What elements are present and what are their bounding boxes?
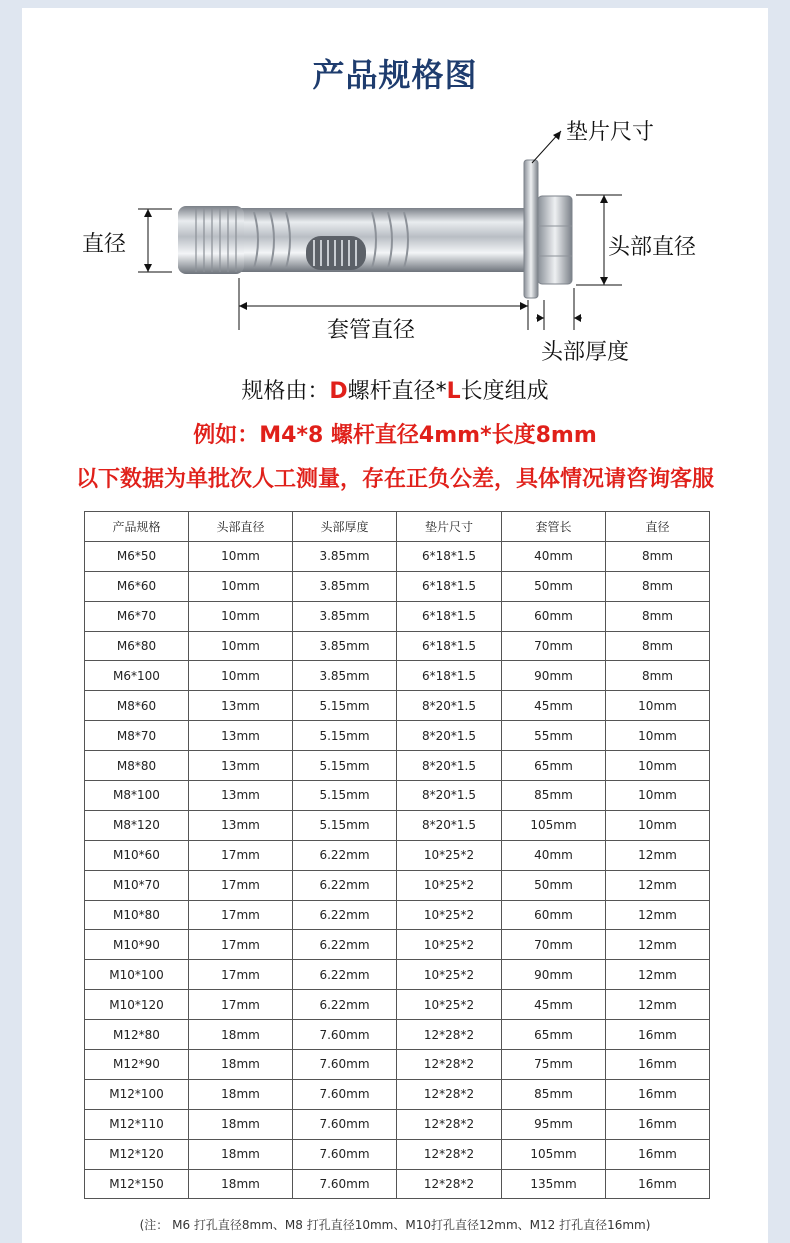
table-cell: 17mm — [189, 930, 293, 960]
table-cell: M6*100 — [85, 661, 189, 691]
table-cell: 13mm — [189, 691, 293, 721]
table-cell: 6*18*1.5 — [397, 601, 502, 631]
table-cell: M12*150 — [85, 1169, 189, 1199]
table-row — [85, 691, 710, 721]
header-cell: 产品规格 — [85, 512, 189, 542]
table-cell: 7.60mm — [293, 1139, 397, 1169]
table-cell: 10mm — [189, 661, 293, 691]
header-cell: 套管长 — [502, 512, 606, 542]
table-cell: 8mm — [606, 631, 710, 661]
table-cell: 105mm — [502, 810, 606, 840]
table-cell: 10mm — [606, 721, 710, 751]
table-cell: 5.15mm — [293, 691, 397, 721]
table-cell: 6*18*1.5 — [397, 631, 502, 661]
spec-table-body — [85, 541, 710, 1199]
table-cell: 12mm — [606, 990, 710, 1020]
table-row — [85, 840, 710, 870]
table-cell: 12mm — [606, 960, 710, 990]
table-cell: M6*60 — [85, 571, 189, 601]
table-cell: 18mm — [189, 1169, 293, 1199]
table-cell: 8mm — [606, 661, 710, 691]
table-row — [85, 601, 710, 631]
table-cell: M12*120 — [85, 1139, 189, 1169]
table-cell: 13mm — [189, 721, 293, 751]
table-cell: M8*70 — [85, 721, 189, 751]
table-cell: 17mm — [189, 900, 293, 930]
table-cell: M8*80 — [85, 751, 189, 781]
table-cell: 60mm — [502, 900, 606, 930]
washer — [524, 160, 538, 298]
table-cell: M12*100 — [85, 1079, 189, 1109]
table-cell: 10mm — [606, 781, 710, 811]
table-cell: 18mm — [189, 1020, 293, 1050]
table-row — [85, 661, 710, 691]
table-cell: 10*25*2 — [397, 960, 502, 990]
table-cell: M12*80 — [85, 1020, 189, 1050]
washer-size-label: 垫片尺寸 — [566, 120, 655, 145]
table-cell: 10mm — [189, 541, 293, 571]
table-cell: 60mm — [502, 601, 606, 631]
spec-suffix: 长度组成 — [460, 379, 549, 404]
table-cell: 90mm — [502, 960, 606, 990]
table-row — [85, 631, 710, 661]
table-cell: 7.60mm — [293, 1079, 397, 1109]
table-cell: 8*20*1.5 — [397, 810, 502, 840]
table-row — [85, 1109, 710, 1139]
head-diameter-label: 头部直径 — [608, 235, 697, 260]
table-cell: 10*25*2 — [397, 990, 502, 1020]
table-cell: 18mm — [189, 1109, 293, 1139]
table-cell: 10mm — [189, 631, 293, 661]
table-cell: 10*25*2 — [397, 930, 502, 960]
table-cell: 16mm — [606, 1020, 710, 1050]
table-cell: 16mm — [606, 1079, 710, 1109]
table-cell: 18mm — [189, 1050, 293, 1080]
head-thickness-label: 头部厚度 — [541, 340, 630, 365]
table-cell: 5.15mm — [293, 721, 397, 751]
table-cell: 8mm — [606, 601, 710, 631]
example-line: 例如：M4*8 螺杆直径4mm*长度8mm — [193, 423, 597, 448]
table-cell: 17mm — [189, 990, 293, 1020]
table-cell: 6*18*1.5 — [397, 571, 502, 601]
table-cell: M10*70 — [85, 870, 189, 900]
table-cell: M12*110 — [85, 1109, 189, 1139]
table-cell: 10mm — [606, 810, 710, 840]
diameter-label: 直径 — [82, 232, 127, 257]
table-cell: 16mm — [606, 1050, 710, 1080]
table-cell: 6.22mm — [293, 990, 397, 1020]
table-cell: 8mm — [606, 541, 710, 571]
table-row — [85, 1079, 710, 1109]
table-cell: 10*25*2 — [397, 870, 502, 900]
table-cell: 16mm — [606, 1109, 710, 1139]
table-cell: 7.60mm — [293, 1050, 397, 1080]
table-cell: 8*20*1.5 — [397, 751, 502, 781]
table-cell: M12*90 — [85, 1050, 189, 1080]
table-cell: 13mm — [189, 810, 293, 840]
table-cell: 70mm — [502, 631, 606, 661]
table-row — [85, 1169, 710, 1199]
table-cell: 12*28*2 — [397, 1050, 502, 1080]
table-cell: 3.85mm — [293, 601, 397, 631]
table-cell: 6.22mm — [293, 960, 397, 990]
header-cell: 头部直径 — [189, 512, 293, 542]
table-cell: 85mm — [502, 1079, 606, 1109]
table-cell: 12mm — [606, 900, 710, 930]
table-cell: M6*80 — [85, 631, 189, 661]
table-cell: 5.15mm — [293, 781, 397, 811]
table-cell: 6.22mm — [293, 930, 397, 960]
spec-format-line — [0, 374, 790, 405]
table-cell: 8*20*1.5 — [397, 781, 502, 811]
table-row — [85, 721, 710, 751]
table-cell: 3.85mm — [293, 571, 397, 601]
table-cell: 75mm — [502, 1050, 606, 1080]
table-cell: 12mm — [606, 930, 710, 960]
table-cell: 5.15mm — [293, 810, 397, 840]
table-cell: 65mm — [502, 1020, 606, 1050]
table-cell: 70mm — [502, 930, 606, 960]
table-row — [85, 1050, 710, 1080]
table-cell: 10mm — [189, 571, 293, 601]
table-cell: 12*28*2 — [397, 1169, 502, 1199]
table-cell: 90mm — [502, 661, 606, 691]
table-row — [85, 990, 710, 1020]
table-cell: 10mm — [189, 601, 293, 631]
table-cell: 17mm — [189, 870, 293, 900]
table-cell: M6*50 — [85, 541, 189, 571]
table-row — [85, 930, 710, 960]
table-row — [85, 1139, 710, 1169]
table-cell: 18mm — [189, 1139, 293, 1169]
table-cell: M8*120 — [85, 810, 189, 840]
table-cell: 12*28*2 — [397, 1139, 502, 1169]
table-cell: 6*18*1.5 — [397, 541, 502, 571]
bolt-illustration — [178, 160, 572, 298]
table-cell: 13mm — [189, 781, 293, 811]
table-row — [85, 571, 710, 601]
footnote: (注： M6 打孔直径8mm、M8 打孔直径10mm、M10打孔直径12mm、M12 打孔直径16mm) — [139, 1218, 651, 1232]
table-cell: M10*100 — [85, 960, 189, 990]
page-title: 产品规格图 — [312, 56, 478, 94]
table-cell: 45mm — [502, 691, 606, 721]
table-cell: 10mm — [606, 691, 710, 721]
table-cell: 12*28*2 — [397, 1079, 502, 1109]
measurement-note: 以下数据为单批次人工测量，存在正负公差，具体情况请咨询客服 — [75, 467, 714, 492]
table-cell: 8mm — [606, 571, 710, 601]
table-cell: 13mm — [189, 751, 293, 781]
table-row — [85, 810, 710, 840]
table-cell: 45mm — [502, 990, 606, 1020]
spec-prefix: 规格由： — [241, 379, 330, 404]
knurled-end — [178, 206, 244, 274]
table-cell: 6.22mm — [293, 900, 397, 930]
table-cell: 12mm — [606, 840, 710, 870]
table-cell: M10*120 — [85, 990, 189, 1020]
table-header-row — [85, 512, 710, 542]
table-cell: 17mm — [189, 840, 293, 870]
table-cell: 10*25*2 — [397, 840, 502, 870]
table-cell: 12*28*2 — [397, 1020, 502, 1050]
header-cell: 垫片尺寸 — [397, 512, 502, 542]
sleeve-slot — [306, 236, 366, 270]
spec-d: D — [329, 379, 348, 404]
table-cell: 135mm — [502, 1169, 606, 1199]
table-row — [85, 751, 710, 781]
table-row — [85, 900, 710, 930]
table-cell: 50mm — [502, 571, 606, 601]
spec-middle: 螺杆直径* — [347, 379, 447, 404]
table-cell: 6.22mm — [293, 870, 397, 900]
table-cell: M10*90 — [85, 930, 189, 960]
table-cell: 7.60mm — [293, 1169, 397, 1199]
spec-table — [84, 511, 710, 1199]
table-cell: 18mm — [189, 1079, 293, 1109]
table-cell: 7.60mm — [293, 1020, 397, 1050]
table-row — [85, 1020, 710, 1050]
table-row — [85, 870, 710, 900]
table-cell: 3.85mm — [293, 541, 397, 571]
table-cell: 6*18*1.5 — [397, 661, 502, 691]
table-cell: 10*25*2 — [397, 900, 502, 930]
table-cell: 6.22mm — [293, 840, 397, 870]
sleeve-diameter-label: 套管直径 — [327, 318, 416, 343]
table-row — [85, 541, 710, 571]
table-cell: M8*60 — [85, 691, 189, 721]
table-cell: 3.85mm — [293, 661, 397, 691]
table-cell: 105mm — [502, 1139, 606, 1169]
table-cell: 12mm — [606, 870, 710, 900]
table-cell: M10*80 — [85, 900, 189, 930]
table-cell: 40mm — [502, 840, 606, 870]
table-cell: 50mm — [502, 870, 606, 900]
table-row — [85, 960, 710, 990]
header-cell: 直径 — [606, 512, 710, 542]
table-cell: 17mm — [189, 960, 293, 990]
table-cell: 55mm — [502, 721, 606, 751]
table-cell: M6*70 — [85, 601, 189, 631]
table-cell: 65mm — [502, 751, 606, 781]
hex-nut — [538, 196, 572, 284]
header-cell: 头部厚度 — [293, 512, 397, 542]
table-cell: 16mm — [606, 1169, 710, 1199]
table-cell: 12*28*2 — [397, 1109, 502, 1139]
table-cell: 7.60mm — [293, 1109, 397, 1139]
spec-l: L — [446, 379, 461, 404]
table-cell: 16mm — [606, 1139, 710, 1169]
table-cell: 8*20*1.5 — [397, 691, 502, 721]
table-cell: 95mm — [502, 1109, 606, 1139]
table-cell: 8*20*1.5 — [397, 721, 502, 751]
table-cell: M8*100 — [85, 781, 189, 811]
table-cell: 85mm — [502, 781, 606, 811]
table-cell: 5.15mm — [293, 751, 397, 781]
table-cell: 10mm — [606, 751, 710, 781]
table-cell: M10*60 — [85, 840, 189, 870]
table-cell: 3.85mm — [293, 631, 397, 661]
table-row — [85, 781, 710, 811]
table-cell: 40mm — [502, 541, 606, 571]
